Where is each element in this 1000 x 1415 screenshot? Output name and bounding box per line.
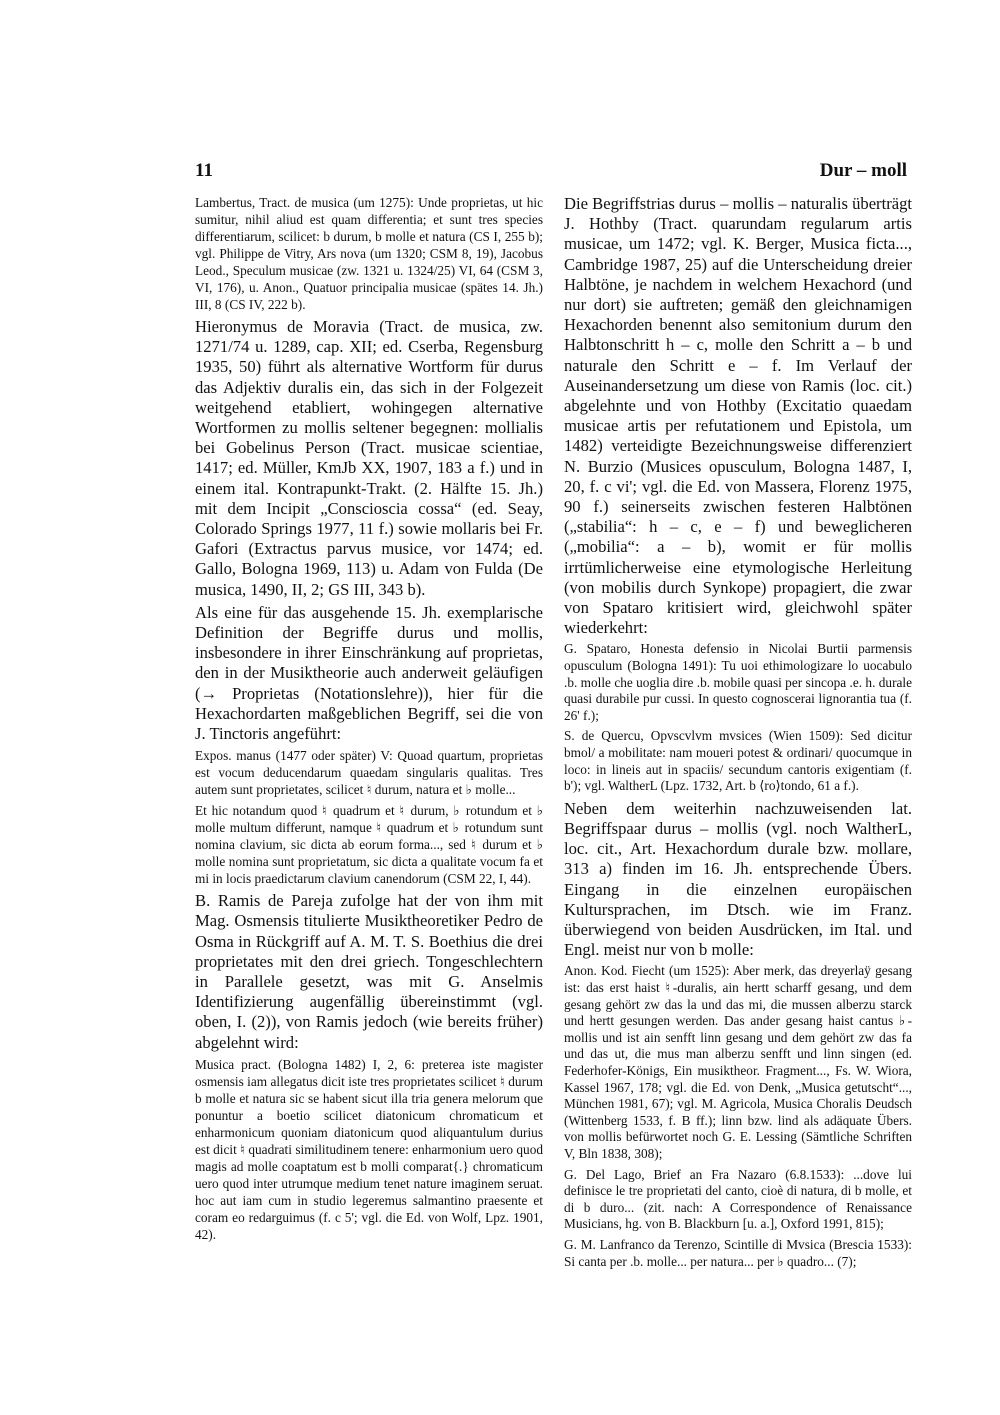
paragraph-tinctoris-definition: Als eine für das ausgehende 15. Jh. exemplarische Definition der Begriffe durus und mollis, insbesondere in ihrer Einschränkung auf proprietas, den in der Musiktheorie auch anderweit geläufigen (→ Proprietas (Notationslehre)), hier für die Hexachordarten maßgeblichen Begriff, sei die von J. Tinctoris angeführt: [195,602,543,744]
quote-spataro: G. Spataro, Honesta defensio in Nicolai Burtii parmensis opusculum (Bologna 1491): Tu uoi ethimologizare lo uocabulo .b. molle che uoglia dire .b. mobile quasi per sincopa .e. h. durale quasi durabile pur cussi. In questo cognoscerai lignorantia tua (f. 26' f.); [564,641,912,723]
quote-fiecht: Anon. Kod. Fiecht (um 1525): Aber merk, das dreyerlaÿ gesang ist: das erst haist ♮-duralis, ain hertt scharff gesang, und dem gesang gehört zw das la und das mi, die mussen alberzu starck und hertt gesungen werden. Das ander gesang haist cantus ♭-mollis und ist ain senfft linn gesang und dem gehört zw das fa und das ut, die mus man alberzu senfft und linn singen (ed. Federhofer-Königs, Ein musiktheor. Fragment..., Fs. W. Wiora, Kassel 1967, 178; vgl. die Ed. von Denk, „Musica getutscht“..., München 1981, 67); vgl. M. Agricola, Musica Choralis Deudsch (Wittenberg 1533, f. B ff.); linn bzw. lind als adäquate Übers. von mollis befürwortet noch G. E. Lessing (Sämtliche Schriften V, Bln 1838, 308); [564,963,912,1161]
paragraph-ramis: B. Ramis de Pareja zufolge hat der von ihm mit Mag. Osmensis titulierte Musiktheoretiker Pedro de Osma in Rückgriff auf A. M. T. S. Boethius die drei proprietates mit den drei griech. Tongeschlechtern in Parallele gesetzt, was mit G. Anselmis Identifizierung augenfällig übereinstimmt (vgl. oben, I. (2)), von Ramis jedoch (wie bereits früher) abgelehnt wird: [195,891,543,1052]
quote-lanfranco: G. M. Lanfranco da Terenzo, Scintille di Mvsica (Brescia 1533): Si canta per .b. molle... per natura... per ♭ quadro... (7); [564,1236,912,1269]
paragraph-hieronymus: Hieronymus de Moravia (Tract. de musica, zw. 1271/74 u. 1289, cap. XII; ed. Cserba, Regensburg 1935, 50) führt als alternative Wortform für durus das Adjektiv duralis ein, das sich in der Folgezeit weitgehend etabliert, wohingegen alternative Wortformen zu mollis seltener begegnen: mollialis bei Gobelinus Person (Tract. musicae scientiae, 1417; ed. Müller, KmJb XX, 1907, 183 a f.) und in einem ital. Kontrapunkt-Trakt. (2. Hälfte 15. Jh.) mit dem Incipit „Conscioscia cossa“ (ed. Seay, Colorado Springs 1977, 11 f.) sowie mollaris bei Fr. Gafori (Extractus parvus musice, vor 1474; ed. Gallo, Bologna 1969, 113) u. Adam von Fulda (De musica, 1490, II, 2; GS III, 343 b). [195,317,543,599]
quote-del-lago: G. Del Lago, Brief an Fra Nazaro (6.8.1533): ...dove lui definisce le tre proprietati del canto, cioè di natura, di b molle, et di b duro... (zit. nach: A Correspondence of Renaissance Musicians, hg. von B. Blackburn [u. a.], Oxford 1991, 815); [564,1166,912,1232]
page-header [195,160,907,186]
quote-quercu: S. de Quercu, Opvscvlvm mvsices (Wien 1509): Sed dicitur bmol/ a mobilitate: nam moueri potest & ordinari/ quocumque in loco: in lineis aut in spaciis/ secundum cantoris exigentiam (f. b'); vgl. WaltherL (Lpz. 1732, Art. b ⟨ro⟩tondo, 61 a f.). [564,728,912,794]
paragraph-neben-dem: Neben dem weiterhin nachzuweisenden lat. Begriffspaar durus – mollis (vgl. noch WaltherL, loc. cit., Art. Hexachordum durale bzw. mollare, 313 a) finden im 16. Jh. entsprechende Übers. Eingang in die einzelnen europäischen Kultursprachen, im Dtsch. wie im Franz. überwiegend von beiden Ausdrücken, im Ital. und Engl. meist nur von b molle: [564,798,912,960]
page-number: 11 [195,160,213,181]
quote-et-hic-notandum: Et hic notandum quod ♮ quadrum et ♮ durum, ♭ rotundum et ♭ molle multum differunt, namque ♮ quadrum et ♭ rotundum sunt nomina clavium, sic dicta ab eorum forma..., sed ♮ durum et ♭ molle nomina sunt proprietatum, sic dicta a qualitate vocum fa et mi in locis praedictarum clavium canendorum (CSM 22, I, 44). [195,803,543,887]
running-head: Dur – moll [819,160,907,181]
right-column [564,194,912,1274]
paragraph-begriffstrias: Die Begriffstrias durus – mollis – naturalis überträgt J. Hothby (Tract. quarundam regularum artis musicae, um 1472; vgl. K. Berger, Musica ficta..., Cambridge 1987, 25) auf die Unterscheidung dreier Halbtöne, je nachdem in welchem Hexachord (und nur dort) sie auftreten; gemäß den gleichnamigen Hexachorden benennt also semitonium durum den Halbtonschritt h – c, molle den Schritt a – b und naturale den Schritt e – f. Im Verlauf der Auseinandersetzung um diese von Ramis (loc. cit.) abgelehnte und von Hothby (Excitatio quaedam musicae artis per refutationem und Epistola, um 1482) verteidigte Bezeichnungsweise differenziert N. Burzio (Musices opusculum, Bologna 1487, I, 20, f. c vi'; vgl. die Ed. von Massera, Florenz 1975, 90 f.) seinerseits zwischen festeren Halbtönen („stabilia“: h – c, e – f) und beweglicheren („mobilia“: a – b), womit er für mollis irrtümlicherweise eine etymologische Herleitung (von mobilis durch Synkope) propagiert, die zwar von Spataro kritisiert wird, gleichwohl später wiederkehrt: [564,194,912,638]
quote-lambertus: Lambertus, Tract. de musica (um 1275): Unde proprietas, ut hic sumitur, nihil aliud est quam differentia; et sunt tres species differentiarum, scilicet: b durum, b molle et natura (CS I, 255 b); vgl. Philippe de Vitry, Ars nova (um 1320; CSM 8, 19), Jacobus Leod., Speculum musicae (zw. 1321 u. 1324/25) VI, 64 (CSM 3, VI, 176), u. Anon., Quatuor principalia musicae (spätes 14. Jh.) III, 8 (CS IV, 222 b). [195,195,543,312]
left-column [195,194,543,1247]
quote-musica-pract: Musica pract. (Bologna 1482) I, 2, 6: preterea iste magister osmensis iam allegatus dicit iste tres proprietates scilicet ♮ durum b molle et natura sic se habent sicut illa tria genera melorum que ponuntur a boetio scilicet diatonicum chromaticum et enharmonicum quoniam diatonicum quod aliquantulum durius est dicit ♮ quadrati similitudinem tenere: enharmonium uero quod magis ad molle coaptatum est b molli comparat{.} chromaticum uero quod inter utrumque medium tenet nature imaginem seruat. hoc aut iam cum in studio legeremus salmantino praesente et coram eo redarguimus (f. c 5'; vgl. die Ed. von Wolf, Lpz. 1901, 42). [195,1056,543,1242]
quote-expos-manus: Expos. manus (1477 oder später) V: Quoad quartum, proprietas est vocum deducendarum quaedam singularis qualitas. Tres autem sunt proprietates, scilicet ♮ durum, natura et ♭ molle... [195,748,543,798]
